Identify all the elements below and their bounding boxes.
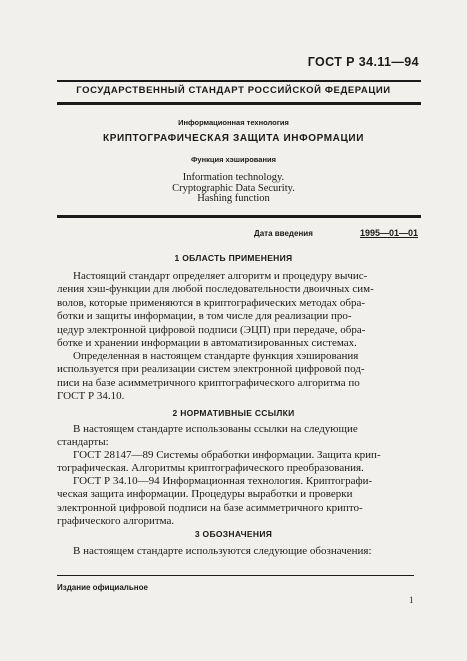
paragraph xyxy=(57,350,415,404)
paragraph xyxy=(57,475,415,529)
text-line: В настоящем стандарте используются следующие обозначения: xyxy=(73,545,372,557)
text-line: волов, которые применяются в криптографических методах обра- xyxy=(57,296,365,309)
english-title-line: Cryptographic Data Security. xyxy=(172,183,295,194)
text-line: писи на базе асимметричного криптографического алгоритма по xyxy=(57,376,360,389)
text-line: используется при реализации систем электронной цифровой под- xyxy=(57,363,365,376)
text-line: В настоящем стандарте использованы ссылки на следующие xyxy=(73,423,358,435)
header-rule xyxy=(57,102,421,105)
text-line: ления хэш-функции для любой последовательности двоичных сим- xyxy=(57,283,374,296)
section-heading: 3 ОБОЗНАЧЕНИЯ xyxy=(194,529,273,539)
document-title: КРИПТОГРАФИЧЕСКАЯ ЗАЩИТА ИНФОРМАЦИИ xyxy=(103,133,364,144)
document-code: ГОСТ Р 34.11—94 xyxy=(307,55,419,69)
text-line: ГОСТ 28147—89 Системы обработки информации. Защита крип- xyxy=(73,449,381,461)
section-heading: 2 НОРМАТИВНЫЕ ССЫЛКИ xyxy=(172,408,295,418)
text-line: ческая защита информации. Процедуры выработки и проверки xyxy=(57,488,353,501)
paragraph xyxy=(57,270,415,350)
effective-date-label: Дата введения xyxy=(254,229,313,238)
text-line: цедур электронной цифровой подписи (ЭЦП) при передаче, обра- xyxy=(57,323,366,336)
page-number: 1 xyxy=(409,595,414,605)
document-subtitle: Функция хэширования xyxy=(191,155,276,164)
text-line: ГОСТ Р 34.10. xyxy=(57,390,125,403)
paragraph xyxy=(57,423,415,450)
category-label: Информационная технология xyxy=(178,118,289,127)
effective-date-value: 1995—01—01 xyxy=(360,228,419,238)
text-line: тографическая. Алгоритмы криптографического преобразования. xyxy=(57,462,364,475)
edition-label: Издание официальное xyxy=(57,583,148,592)
section-heading: 1 ОБЛАСТЬ ПРИМЕНЕНИЯ xyxy=(174,253,293,263)
text-line: Определенная в настоящем стандарте функция хэширования xyxy=(73,350,359,362)
text-line: электронной цифровой подписи на базе асимметричного крипто- xyxy=(57,501,363,514)
state-standard-heading: ГОСУДАРСТВЕННЫЙ СТАНДАРТ РОССИЙСКОЙ ФЕДЕРАЦИИ xyxy=(76,85,391,96)
title-rule xyxy=(57,215,421,218)
footer-rule xyxy=(57,575,414,576)
text-line: Настоящий стандарт определяет алгоритм и процедуру вычис- xyxy=(73,270,368,282)
english-title-line: Information technology. xyxy=(182,172,285,183)
english-title-line: Hashing function xyxy=(197,193,270,204)
text-line: ботке и хранении информации в автоматизированных системах. xyxy=(57,337,357,350)
paragraph xyxy=(57,449,415,476)
text-line: графического алгоритма. xyxy=(57,515,175,528)
text-line: ГОСТ Р 34.10—94 Информационная технология. Криптографи- xyxy=(73,475,373,487)
top-rule xyxy=(57,80,421,82)
paragraph xyxy=(57,545,415,558)
text-line: стандарты: xyxy=(57,436,109,449)
text-line: ботки и защиты информации, в том числе для реализации про- xyxy=(57,310,352,323)
